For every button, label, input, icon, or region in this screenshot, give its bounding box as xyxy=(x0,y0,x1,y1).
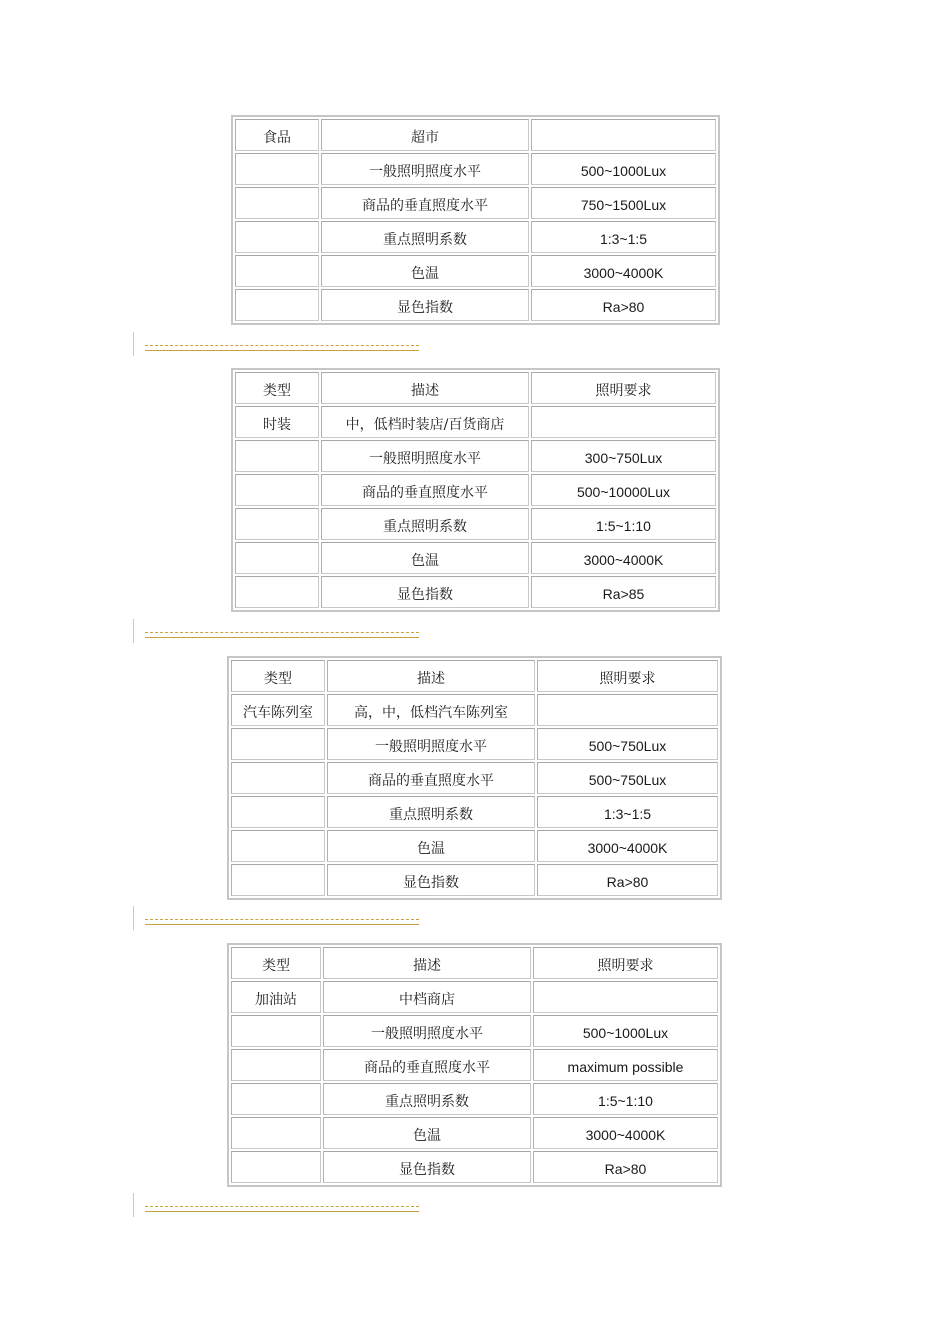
type-cell xyxy=(231,796,325,828)
requirement-cell: 照明要求 xyxy=(537,660,718,692)
type-cell xyxy=(231,1117,321,1149)
type-cell xyxy=(231,864,325,896)
description-cell: 重点照明系数 xyxy=(327,796,535,828)
requirement-cell: 750~1500Lux xyxy=(531,187,716,219)
divider-underline xyxy=(145,924,419,925)
description-cell: 色温 xyxy=(323,1117,531,1149)
type-cell xyxy=(235,153,319,185)
table-row xyxy=(231,762,718,794)
description-cell: 商品的垂直照度水平 xyxy=(327,762,535,794)
requirement-cell: 500~750Lux xyxy=(537,762,718,794)
type-cell xyxy=(231,1049,321,1081)
divider-dashed-line xyxy=(145,919,419,920)
table-row xyxy=(231,1117,718,1149)
lighting-table-gas-station xyxy=(227,943,722,1187)
type-cell xyxy=(235,474,319,506)
type-cell xyxy=(231,762,325,794)
table-row xyxy=(231,728,718,760)
type-cell: 类型 xyxy=(231,660,325,692)
description-cell: 描述 xyxy=(327,660,535,692)
table-row xyxy=(235,221,716,253)
description-cell: 显色指数 xyxy=(321,576,529,608)
divider-underline xyxy=(145,1211,419,1212)
type-cell xyxy=(231,830,325,862)
type-cell xyxy=(235,255,319,287)
table-row xyxy=(231,947,718,979)
type-cell: 类型 xyxy=(235,372,319,404)
description-cell: 商品的垂直照度水平 xyxy=(321,187,529,219)
requirement-cell: 1:5~1:10 xyxy=(531,508,716,540)
requirement-cell: 500~10000Lux xyxy=(531,474,716,506)
description-cell: 显色指数 xyxy=(327,864,535,896)
description-cell: 超市 xyxy=(321,119,529,151)
requirement-cell: 1:5~1:10 xyxy=(533,1083,718,1115)
table-row xyxy=(235,372,716,404)
requirement-cell: Ra>80 xyxy=(531,289,716,321)
divider-underline xyxy=(145,350,419,351)
description-cell: 商品的垂直照度水平 xyxy=(321,474,529,506)
lighting-table-fashion xyxy=(231,368,720,612)
description-cell: 一般照明照度水平 xyxy=(321,440,529,472)
requirement-cell: 500~750Lux xyxy=(537,728,718,760)
description-cell: 色温 xyxy=(321,255,529,287)
table-row xyxy=(231,796,718,828)
description-cell: 显色指数 xyxy=(323,1151,531,1183)
table-row xyxy=(235,406,716,438)
type-cell: 时装 xyxy=(235,406,319,438)
requirement-cell: Ra>85 xyxy=(531,576,716,608)
requirement-cell: 3000~4000K xyxy=(537,830,718,862)
description-cell: 高，中，低档汽车陈列室 xyxy=(327,694,535,726)
table-row xyxy=(231,694,718,726)
table-row xyxy=(231,1015,718,1047)
type-cell xyxy=(231,1015,321,1047)
requirement-cell xyxy=(533,981,718,1013)
divider-vertical-line xyxy=(133,332,134,356)
requirement-cell: 3000~4000K xyxy=(531,542,716,574)
requirement-cell: 3000~4000K xyxy=(533,1117,718,1149)
table-row xyxy=(235,153,716,185)
type-cell xyxy=(231,728,325,760)
requirement-cell: Ra>80 xyxy=(537,864,718,896)
table-row xyxy=(235,119,716,151)
type-cell xyxy=(235,187,319,219)
requirement-cell: 3000~4000K xyxy=(531,255,716,287)
table-row xyxy=(231,981,718,1013)
requirement-cell xyxy=(531,119,716,151)
type-cell xyxy=(235,576,319,608)
table-row xyxy=(235,508,716,540)
requirement-cell: maximum possible xyxy=(533,1049,718,1081)
type-cell xyxy=(235,221,319,253)
requirement-cell: 照明要求 xyxy=(533,947,718,979)
description-cell: 显色指数 xyxy=(321,289,529,321)
description-cell: 中档商店 xyxy=(323,981,531,1013)
requirement-cell: 500~1000Lux xyxy=(531,153,716,185)
type-cell xyxy=(235,508,319,540)
table-row xyxy=(235,255,716,287)
requirement-cell xyxy=(537,694,718,726)
table-row xyxy=(235,474,716,506)
divider-vertical-line xyxy=(133,619,134,643)
divider-dashed-line xyxy=(145,1206,419,1207)
table-row xyxy=(231,830,718,862)
table-row xyxy=(235,542,716,574)
type-cell: 加油站 xyxy=(231,981,321,1013)
divider-dashed-line xyxy=(145,345,419,346)
type-cell xyxy=(235,289,319,321)
divider-vertical-line xyxy=(133,906,134,930)
table-row xyxy=(235,289,716,321)
requirement-cell: Ra>80 xyxy=(533,1151,718,1183)
divider-dashed-line xyxy=(145,632,419,633)
description-cell: 中，低档时装店/百货商店 xyxy=(321,406,529,438)
requirement-cell: 300~750Lux xyxy=(531,440,716,472)
table-row xyxy=(235,576,716,608)
type-cell: 汽车陈列室 xyxy=(231,694,325,726)
type-cell xyxy=(235,542,319,574)
description-cell: 描述 xyxy=(321,372,529,404)
type-cell xyxy=(235,440,319,472)
divider-vertical-line xyxy=(133,1193,134,1217)
table-row xyxy=(235,440,716,472)
description-cell: 重点照明系数 xyxy=(321,508,529,540)
description-cell: 重点照明系数 xyxy=(323,1083,531,1115)
table-row xyxy=(231,1083,718,1115)
table-row xyxy=(231,864,718,896)
requirement-cell xyxy=(531,406,716,438)
description-cell: 商品的垂直照度水平 xyxy=(323,1049,531,1081)
requirement-cell: 1:3~1:5 xyxy=(531,221,716,253)
table-row xyxy=(231,1049,718,1081)
lighting-table-supermarket xyxy=(231,115,720,325)
type-cell xyxy=(231,1083,321,1115)
description-cell: 重点照明系数 xyxy=(321,221,529,253)
lighting-table-car-showroom xyxy=(227,656,722,900)
type-cell: 类型 xyxy=(231,947,321,979)
table-row xyxy=(235,187,716,219)
requirement-cell: 1:3~1:5 xyxy=(537,796,718,828)
type-cell xyxy=(231,1151,321,1183)
table-row xyxy=(231,1151,718,1183)
requirement-cell: 500~1000Lux xyxy=(533,1015,718,1047)
divider-underline xyxy=(145,637,419,638)
description-cell: 一般照明照度水平 xyxy=(321,153,529,185)
description-cell: 一般照明照度水平 xyxy=(327,728,535,760)
table-row xyxy=(231,660,718,692)
requirement-cell: 照明要求 xyxy=(531,372,716,404)
description-cell: 一般照明照度水平 xyxy=(323,1015,531,1047)
description-cell: 色温 xyxy=(327,830,535,862)
description-cell: 色温 xyxy=(321,542,529,574)
description-cell: 描述 xyxy=(323,947,531,979)
type-cell: 食品 xyxy=(235,119,319,151)
